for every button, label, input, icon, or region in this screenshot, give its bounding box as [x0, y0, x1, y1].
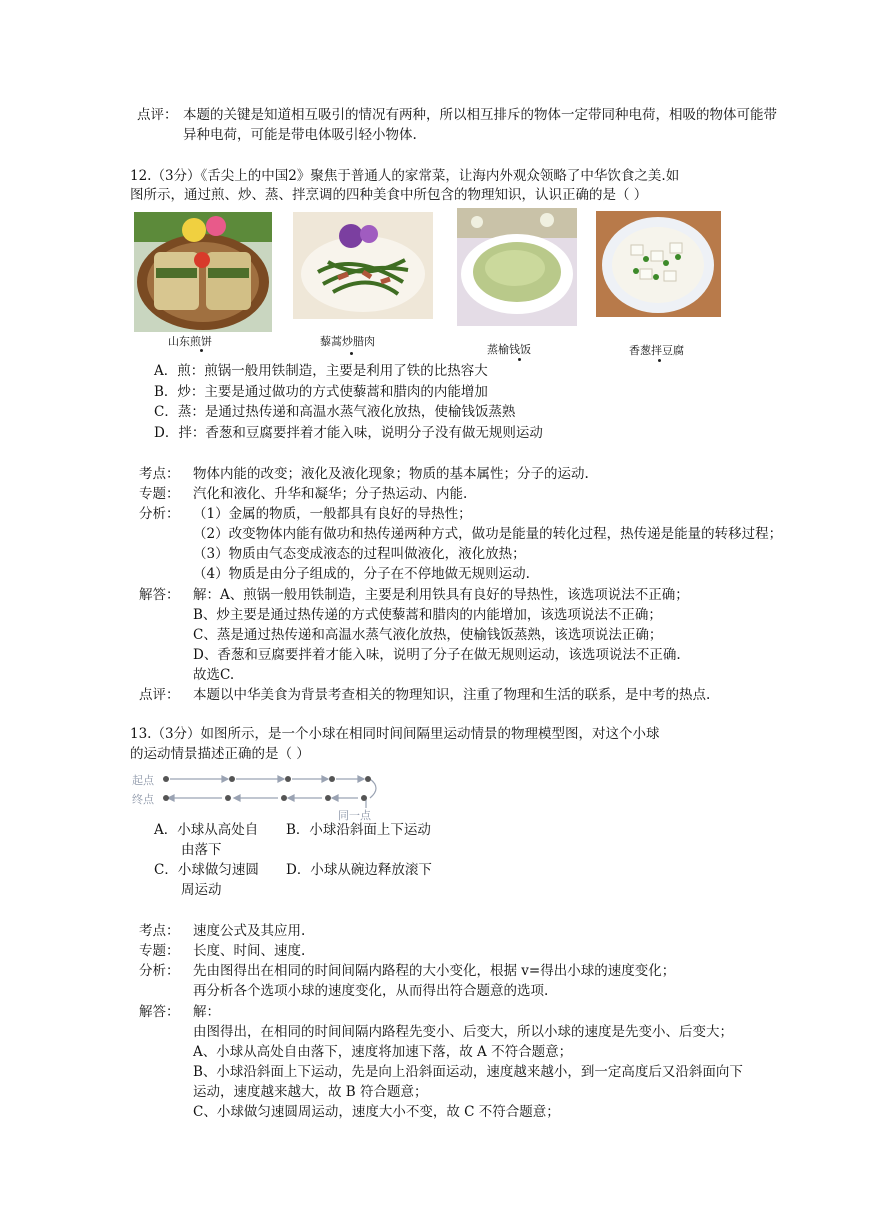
jieda-line: B、小球沿斜面上下运动，先是向上沿斜面运动，速度越来越小，到一定高度后又沿斜面向下 — [193, 1064, 743, 1080]
kaodian-label: 考点： — [139, 466, 180, 482]
photo-caption: 藜蒿炒腊肉 — [320, 335, 375, 348]
ball-position — [163, 795, 169, 801]
option-a: A．煎：煎锅一般用铁制造，主要是利用了铁的比热容大 — [154, 363, 488, 379]
fenxi-label: 分析： — [139, 963, 180, 979]
jieda-line: A、小球从高处自由落下，速度将加速下落，故 A 不符合题意； — [193, 1044, 573, 1060]
motion-diagram — [130, 768, 390, 822]
ball-position — [281, 795, 287, 801]
option-c: C．蒸：是通过热传递和高温水蒸气液化放热，使榆钱饭蒸熟 — [154, 404, 516, 420]
kaodian-text: 速度公式及其应用. — [193, 923, 306, 939]
stir-fry-photo — [293, 212, 433, 319]
photo-caption: 蒸榆钱饭 — [487, 343, 531, 356]
jieda-line: 由图得出，在相同的时间间隔内路程先变小、后变大，所以小球的速度是先变小、后变大； — [193, 1024, 733, 1040]
ball-position — [285, 776, 291, 782]
dianping-text: 本题以中华美食为背景考查相关的物理知识，注重了物理和生活的联系，是中考的热点. — [193, 687, 711, 703]
tofu-photo — [596, 211, 721, 317]
caption-dot — [658, 359, 661, 362]
zhuanti-label: 专题： — [139, 943, 180, 959]
option-d: D．小球从碗边释放滚下 — [286, 862, 432, 878]
fenxi-line: （3）物质由气态变成液态的过程叫做液化，液化放热； — [193, 546, 526, 562]
option-a: A．小球从高处自 — [154, 822, 259, 838]
jieda-line: 解： — [193, 1004, 220, 1020]
steamed-rice-photo — [457, 208, 577, 326]
jieda-line: 运动，速度越来越大，故 B 符合题意； — [193, 1084, 428, 1100]
zhuanti-text: 汽化和液化、升华和凝华；分子热运动、内能. — [193, 486, 468, 502]
option-b: B．炒：主要是通过做功的方式使藜蒿和腊肉的内能增加 — [154, 384, 488, 400]
jieda-line: C、蒸是通过热传递和高温水蒸气液化放热，使榆钱饭蒸熟，该选项说法正确； — [193, 627, 663, 643]
question-12-stem: 图所示，通过煎、炒、蒸、拌烹调的四种美食中所包含的物理知识，认识正确的是（ ） — [130, 187, 648, 203]
photo-caption: 山东煎饼 — [168, 335, 212, 348]
fenxi-line: 先由图得出在相同的时间间隔内路程的大小变化，根据 v=得出小球的速度变化； — [193, 963, 676, 979]
option-d: D．拌：香葱和豆腐要拌着才能入味，说明分子没有做无规则运动 — [154, 425, 543, 441]
kaodian-text: 物体内能的改变；液化及液化现象；物质的基本属性；分子的运动. — [193, 466, 589, 482]
end-label: 终点 — [132, 793, 154, 806]
ball-position — [361, 795, 367, 801]
fenxi-line: （1）金属的物质，一般都具有良好的导热性； — [193, 506, 472, 522]
fenxi-line: 再分析各个选项小球的速度变化，从而得出符合题意的选项. — [193, 983, 549, 999]
fenxi-label: 分析： — [139, 506, 180, 522]
pancake-photo — [134, 212, 272, 332]
zhuanti-label: 专题： — [139, 486, 180, 502]
question-13-stem: 13.（3分）如图所示，是一个小球在相同时间间隔里运动情景的物理模型图，对这个小球 — [130, 726, 660, 742]
ball-position — [365, 776, 371, 782]
jieda-label: 解答： — [139, 1004, 180, 1020]
same-point-label: 同一点 — [338, 809, 371, 822]
caption-dot — [200, 349, 203, 352]
review-label: 点评： — [137, 107, 178, 123]
review-text-line: 异种电荷，可能是带电体吸引轻小物体. — [183, 127, 417, 143]
question-12-stem: 12.（3分）《舌尖上的中国2》聚焦于普通人的家常菜，让海内外观众领略了中华饮食之美.如 — [130, 168, 680, 184]
start-label: 起点 — [132, 774, 154, 787]
caption-dot — [518, 358, 521, 361]
jieda-line: 解：A、煎锅一般用铁制造，主要是利用铁具有良好的导热性，该选项说法不正确； — [193, 587, 689, 603]
question-13-stem: 的运动情景描述正确的是（ ） — [130, 746, 310, 762]
jieda-line: B、炒主要是通过热传递的方式使藜蒿和腊肉的内能增加，该选项说法不正确； — [193, 607, 662, 623]
photo-caption: 香葱拌豆腐 — [629, 344, 684, 357]
fenxi-line: （4）物质是由分子组成的，分子在不停地做无规则运动. — [193, 566, 530, 582]
option-a-cont: 由落下 — [181, 842, 222, 858]
ball-position — [163, 776, 169, 782]
jieda-line: D、香葱和豆腐要拌着才能入味，说明了分子在做无规则运动，该选项说法不正确. — [193, 647, 681, 663]
kaodian-label: 考点： — [139, 923, 180, 939]
dianping-label: 点评： — [139, 687, 180, 703]
jieda-line: C、小球做匀速圆周运动，速度大小不变，故 C 不符合题意； — [193, 1104, 560, 1120]
option-c-cont: 周运动 — [181, 882, 222, 898]
jieda-line: 故选C. — [193, 667, 235, 683]
option-c: C．小球做匀速圆 — [154, 862, 259, 878]
fenxi-line: （2）改变物体内能有做功和热传递两种方式，做功是能量的转化过程，热传递是能量的转移过程； — [193, 526, 783, 542]
jieda-label: 解答： — [139, 587, 180, 603]
ball-position — [329, 776, 335, 782]
ball-position — [229, 776, 235, 782]
ball-position — [225, 795, 231, 801]
option-b: B．小球沿斜面上下运动 — [286, 822, 431, 838]
caption-dot — [350, 352, 353, 355]
ball-position — [325, 795, 331, 801]
review-text-line: 本题的关键是知道相互吸引的情况有两种，所以相互排斥的物体一定带同种电荷，相吸的物体可能带 — [183, 107, 777, 123]
zhuanti-text: 长度、时间、速度. — [193, 943, 306, 959]
